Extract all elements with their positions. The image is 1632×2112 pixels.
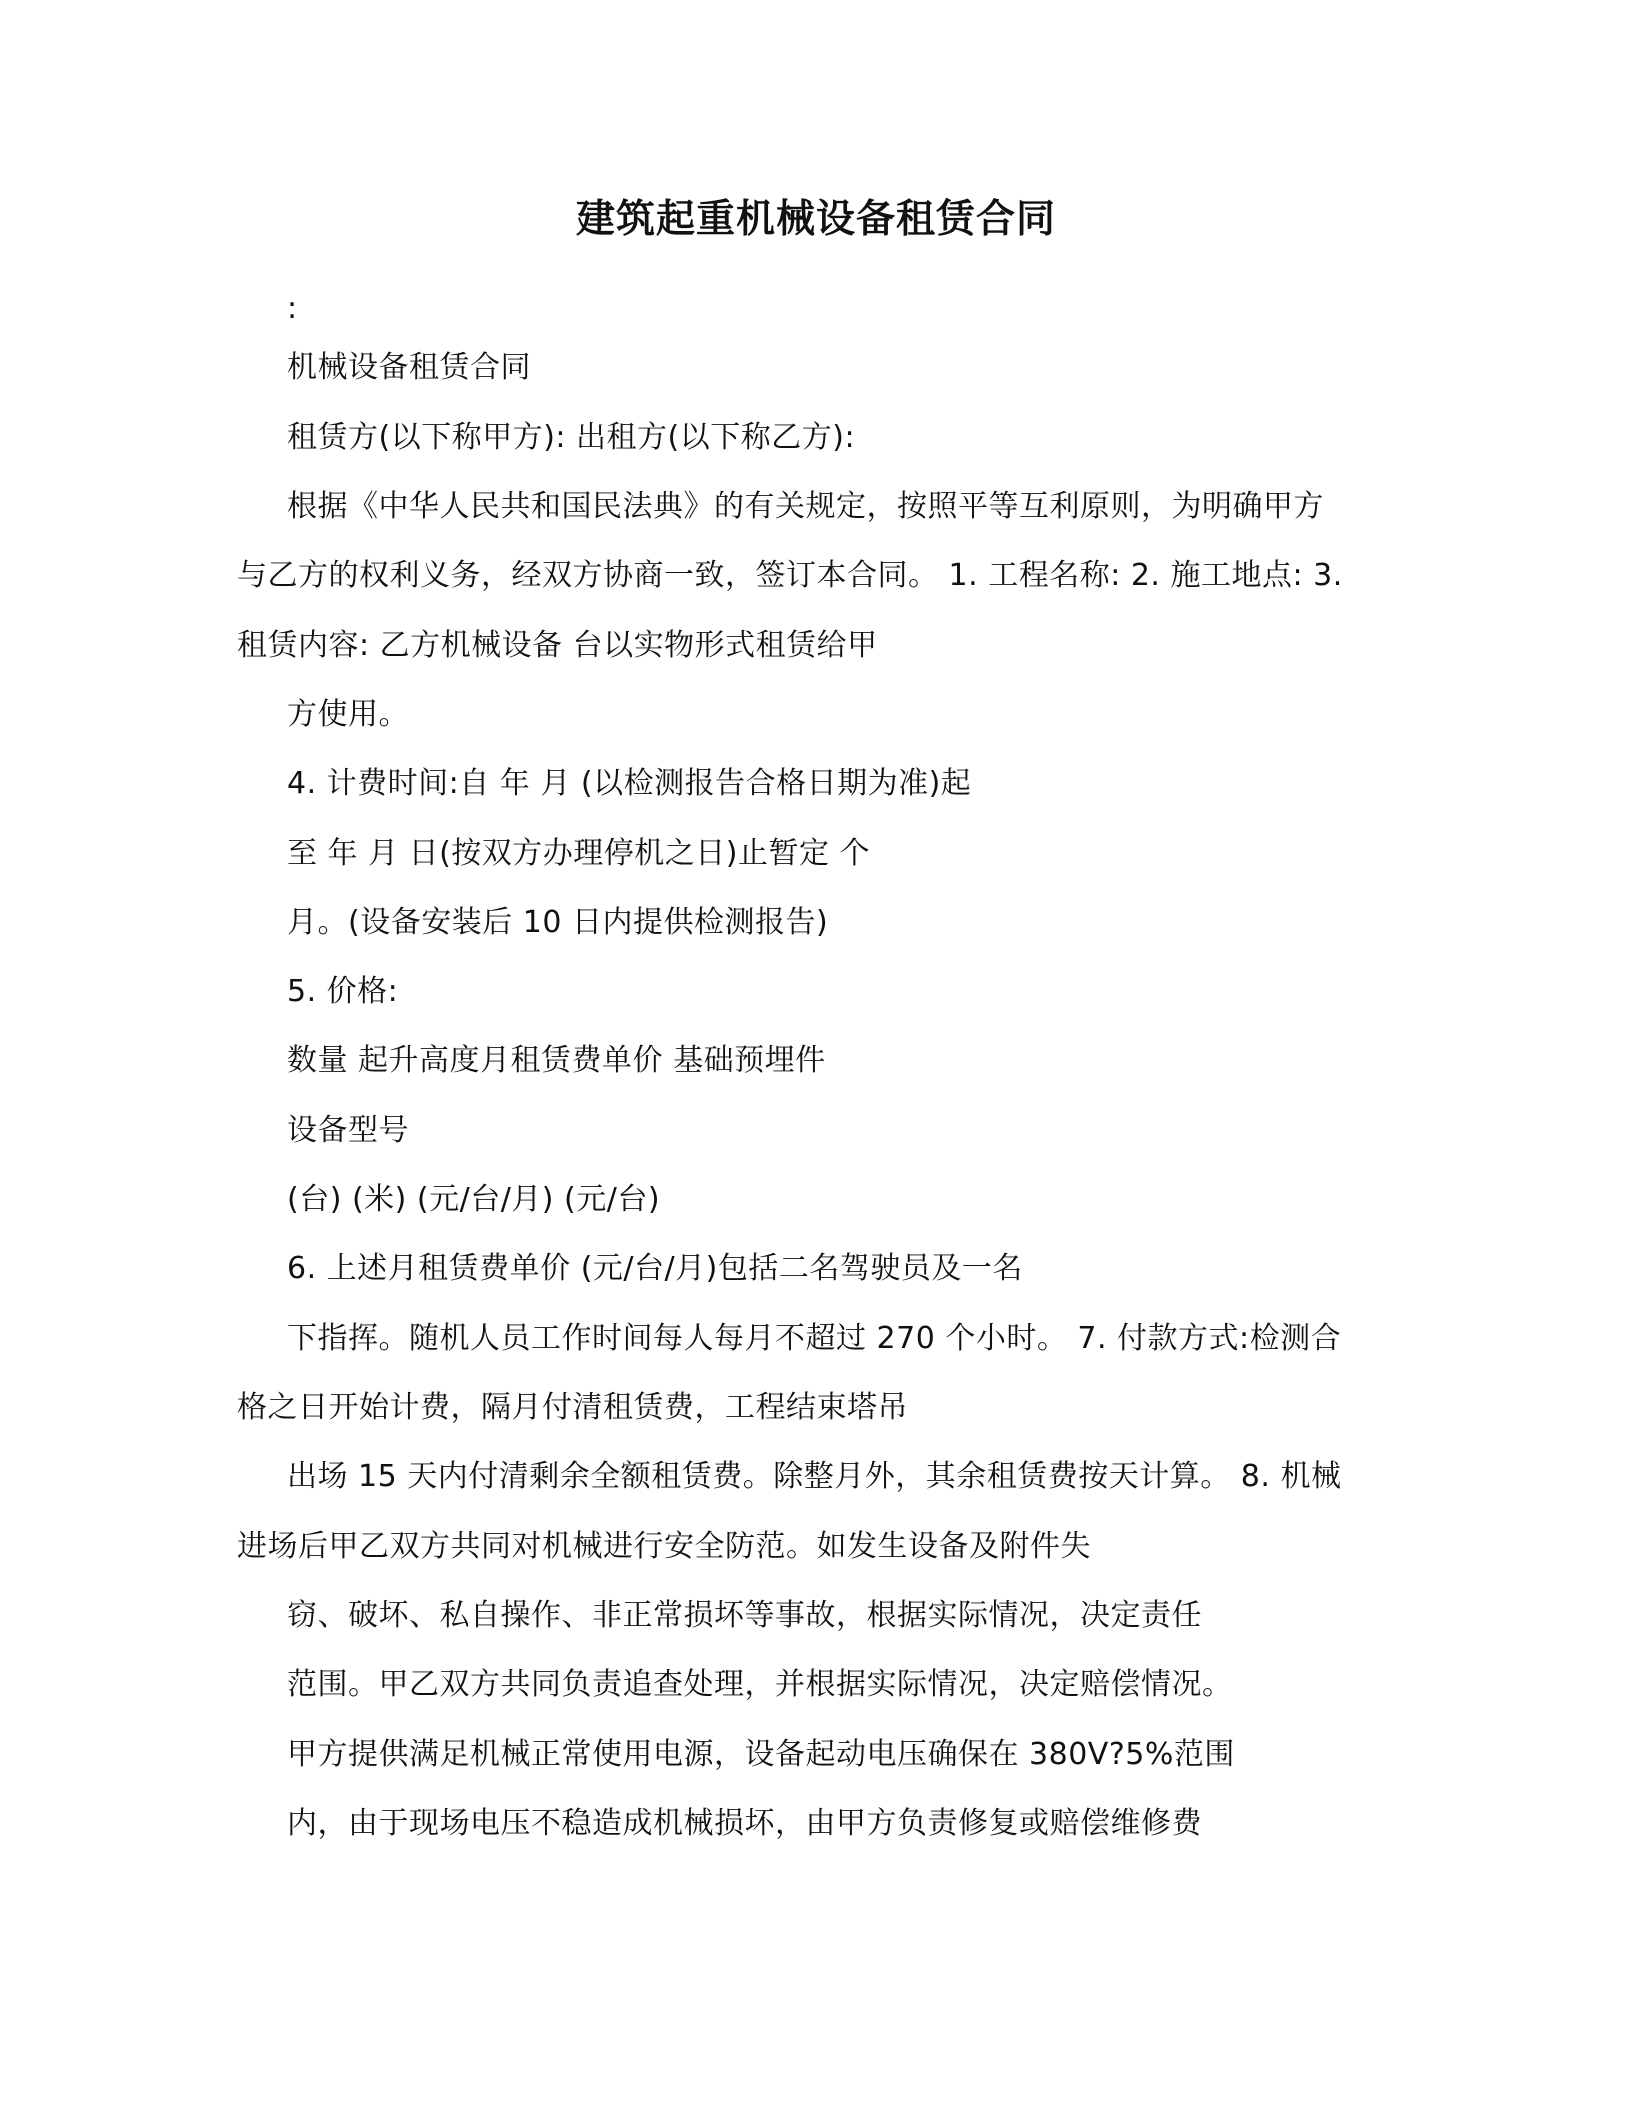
- text-line-price-heading: 5. 价格:: [287, 974, 399, 1009]
- text-line-preamble-2: 与乙方的权利义务，经双方协商一致，签订本合同。 1. 工程名称: 2. 施工地点: 3.: [237, 558, 1343, 593]
- text-line-power-1: 甲方提供满足机械正常使用电源，设备起动电压确保在 380V?5%范围: [287, 1737, 1235, 1772]
- text-line-power-2: 内，由于现场电压不稳造成机械损坏，由甲方负责修复或赔偿维修费: [287, 1806, 1202, 1841]
- text-line-units: (台) (米) (元/台/月) (元/台): [287, 1182, 661, 1217]
- document-title: 建筑起重机械设备租赁合同: [575, 197, 1056, 242]
- text-line-billing-time-2: 至 年 月 日(按双方办理停机之日)止暂定 个: [287, 836, 871, 871]
- text-line-colon: :: [287, 291, 298, 326]
- text-line-equipment-model: 设备型号: [287, 1113, 409, 1148]
- text-line-payment-1: 格之日开始计费，隔月付清租赁费，工程结束塔吊: [237, 1390, 908, 1425]
- text-line-parties: 租赁方(以下称甲方): 出租方(以下称乙方):: [287, 420, 856, 455]
- text-line-billing-time-3: 月。(设备安装后 10 日内提供检测报告): [287, 905, 829, 940]
- text-line-payment-2: 出场 15 天内付清剩余全额租赁费。除整月外，其余租赁费按天计算。 8. 机械: [287, 1459, 1342, 1494]
- text-line-safety-1: 进场后甲乙双方共同对机械进行安全防范。如发生设备及附件失: [237, 1529, 1091, 1564]
- text-line-usage: 方使用。: [287, 697, 409, 732]
- text-line-price-columns: 数量 起升高度月租赁费单价 基础预埋件: [287, 1043, 826, 1078]
- text-line-clause-6-cont: 下指挥。随机人员工作时间每人每月不超过 270 个小时。 7. 付款方式:检测合: [287, 1321, 1342, 1356]
- text-line-safety-2: 窃、破坏、私自操作、非正常损坏等事故，根据实际情况，决定责任: [287, 1598, 1202, 1633]
- text-line-subtitle: 机械设备租赁合同: [287, 350, 531, 385]
- text-line-safety-3: 范围。甲乙双方共同负责追查处理，并根据实际情况，决定赔偿情况。: [287, 1667, 1233, 1702]
- text-line-rental-content: 租赁内容: 乙方机械设备 台以实物形式租赁给甲: [237, 628, 878, 663]
- text-line-preamble-1: 根据《中华人民共和国民法典》的有关规定，按照平等互利原则，为明确甲方: [287, 489, 1324, 524]
- text-line-billing-time-1: 4. 计费时间:自 年 月 (以检测报告合格日期为准)起: [287, 766, 972, 801]
- text-line-clause-6: 6. 上述月租赁费单价 (元/台/月)包括二名驾驶员及一名: [287, 1251, 1023, 1286]
